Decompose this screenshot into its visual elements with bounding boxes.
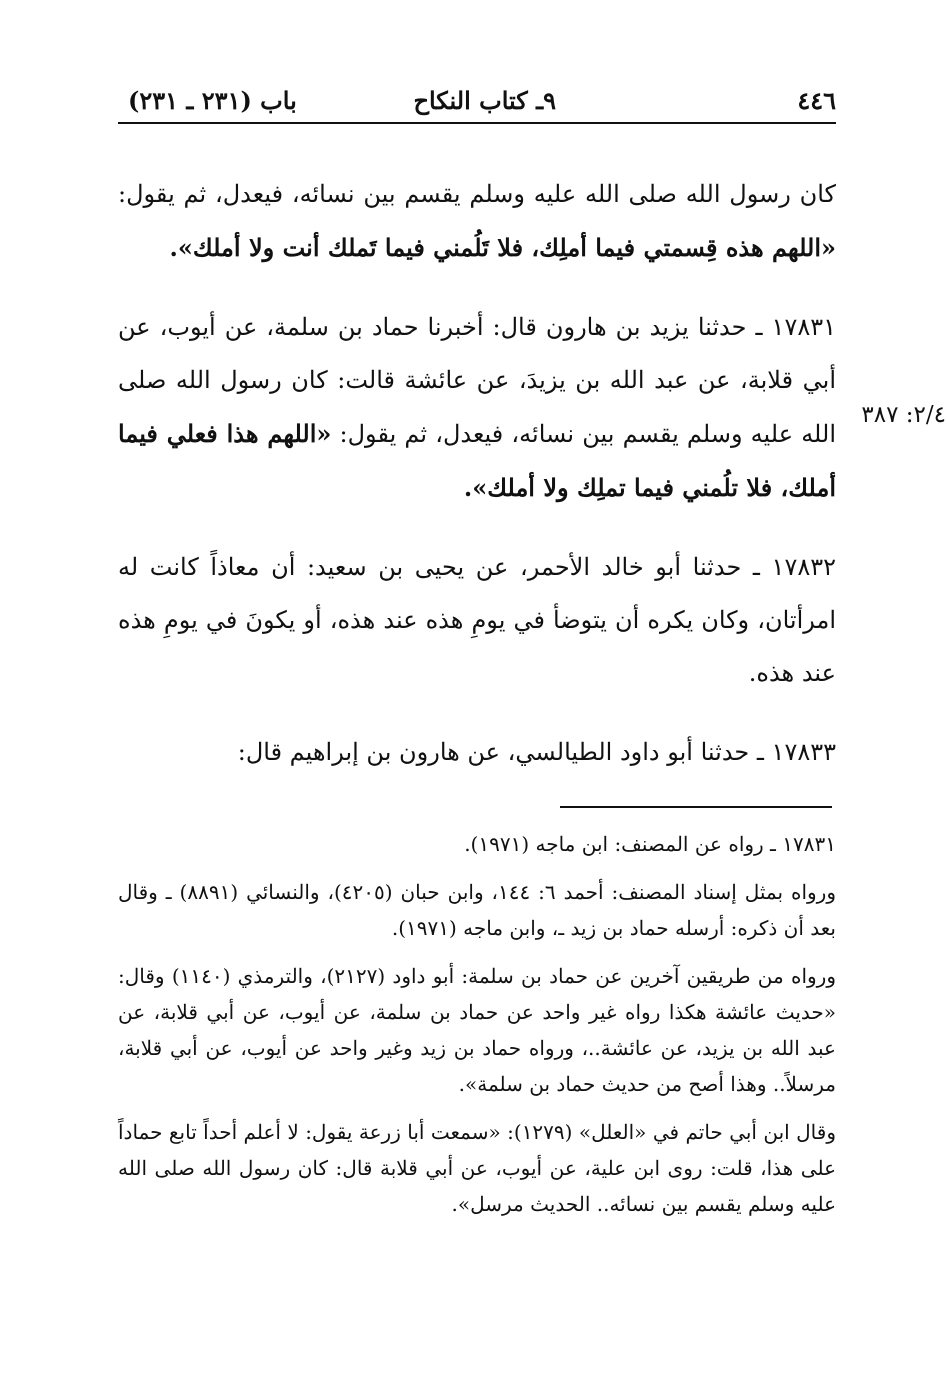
hadith-17833 xyxy=(118,726,836,779)
paragraph-text: ١٧٨٣١ ـ حدثنا يزيد بن هارون قال: أخبرنا حماد بن سلمة، عن أيوب، عن أبي قلابة، عن عبد الله بن يزيدَ، عن عائشة قالت: كان رسول الله صلى الله عليه وسلم يقسم بين نسائه، فيعدل، ثم يقول: xyxy=(118,313,837,448)
footnote: ورواه بمثل إسناد المصنف: أحمد ٦: ١٤٤، وابن حبان (٤٢٠٥)، والنسائي (٨٨٩١) ـ وقال بعد أن ذكره: أرسله حماد بن زيد ـ، وابن ماجه (١٩٧١). xyxy=(118,880,836,940)
paragraph-text: ١٧٨٣٣ ـ حدثنا أبو داود الطيالسي، عن هارون بن إبراهيم قال: xyxy=(237,738,836,766)
book-title: ٩ـ كتاب النكاح xyxy=(413,86,556,115)
footnote: ١٧٨٣١ ـ رواه عن المصنف: ابن ماجه (١٩٧١). xyxy=(464,832,836,856)
hadith-17832 xyxy=(118,541,836,700)
running-header xyxy=(118,86,836,124)
paragraph-continuation xyxy=(118,168,836,275)
paragraph-text: ١٧٨٣٢ ـ حدثنا أبو خالد الأحمر، عن يحيى بن سعيد: أن معاذاً كانت له امرأتان، وكان يكره أن يتوضأ في يومِ هذه عند هذه، أو يكونَ في يومِ هذه عند هذه. xyxy=(118,553,836,687)
paragraph-text: كان رسول الله صلى الله عليه وسلم يقسم بين نسائه، فيعدل، ثم يقول: xyxy=(118,180,836,208)
margin-reference: ٢/٤: ٣٨٧ xyxy=(861,402,946,428)
main-text xyxy=(118,168,836,805)
chapter-title: باب (٢٣١ ـ ٢٣١) xyxy=(128,86,297,115)
footnotes xyxy=(118,826,836,1234)
hadith-17831 xyxy=(118,301,836,515)
page-number: ٤٤٦ xyxy=(797,86,836,115)
footnote: وقال ابن أبي حاتم في «العلل» (١٢٧٩): «سمعت أبا زرعة يقول: لا أعلم أحداً تابع حماداً على هذا، قلت: روى ابن علية، عن أيوب، عن أبي قلابة قال: كان رسول الله صلى الله عليه وسلم يقسم بين نسائه.. الحديث مرسل». xyxy=(118,1120,836,1216)
paragraph-quote: «اللهم هذه قِسمتي فيما أملِك، فلا تَلُمني فيما تَملك أنت ولا أملك». xyxy=(169,233,836,262)
paragraph-quote: «اللهم هذا فعلي فيما أملك، فلا تلُمني فيما تملِك ولا أملك». xyxy=(118,419,836,502)
footnote-divider xyxy=(560,806,832,808)
footnote: ورواه من طريقين آخرين عن حماد بن سلمة: أبو داود (٢١٢٧)، والترمذي (١١٤٠) وقال: «حديث عائشة هكذا رواه غير واحد عن حماد بن سلمة، عن أيوب، عن أبي قلابة، عن عبد الله بن يزيد، عن عائشة..، ورواه حماد بن زيد وغير واحد عن أيوب، عن أبي قلابة، مرسلاً.. وهذا أصح من حديث حماد بن سلمة». xyxy=(118,964,836,1096)
